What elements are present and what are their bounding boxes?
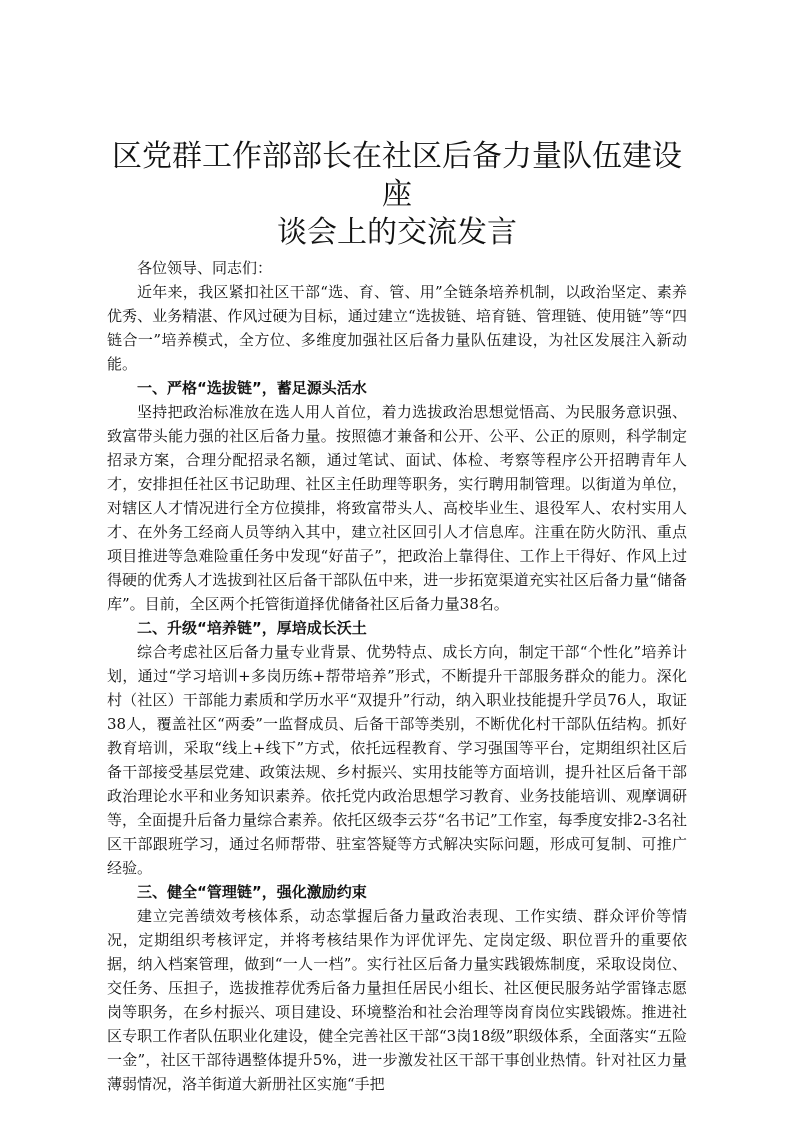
section-3-body: 建立完善绩效考核体系，动态掌握后备力量政治表现、工作实绩、群众评价等情况，定期组织考核评定，并将考核结果作为评优评先、定岗定级、职位晋升的重要依据，纳入档案管理，做到“一人一档”。实行社区后备力量实践锻炼制度，采取设岗位、交任务、压担子，选拔推荐优秀后备力量担任居民小组长、社区便民服务站学雷锋志愿岗等职务，在乡村振兴、项目建设、环境整治和社会治理等岗育岗位实践锻炼。推进社区专职工作者队伍职业化建设，健全完善社区干部“3岗18级”职级体系，全面落实“五险一金”，社区干部待遇整体提升5%，进一步激发社区干部干事创业热情。针对社区力量薄弱情况，洛羊街道大新册社区实施“手把 [107,907,687,1093]
document-page [107,138,687,1096]
intro-paragraph: 近年来，我区紧扣社区干部“选、育、管、用”全链条培养机制，以政治坚定、素养优秀、业务精湛、作风过硬为目标，通过建立“选拔链、培育链、管理链、使用链”等“四链合一”培养模式，全方位、多维度加强社区后备力量队伍建设，为社区发展注入新动能。 [107,283,687,373]
title-line-1: 区党群工作部部长在社区后备力量队伍建设座 [112,139,682,212]
section-2-body: 综合考虑社区后备力量专业背景、优势特点、成长方向，制定干部“个性化”培养计划，通过“学习培训+多岗历练+帮带培养”形式，不断提升干部服务群众的能力。深化村（社区）干部能力素质和学历水平“双提升”行动，纳入职业技能提升学员76人，取证38人，覆盖社区“两委”一监督成员、后备干部等类别，不断优化村干部队伍结构。抓好教育培训，采取“线上+线下”方式，依托远程教育、学习强国等平台，定期组织社区后备干部接受基层党建、政策法规、乡村振兴、实用技能等方面培训，提升社区后备干部政治理论水平和业务知识素养。依托党内政治思想学习教育、业务技能培训、观摩调研等，全面提升后备力量综合素养。依托区级李云芬“名书记”工作室，每季度安排2-3名社区干部跟班学习，通过名师帮带、驻室答疑等方式解决实际问题，形成可复制、可推广经验。 [107,643,687,877]
section-1-heading: 一、严格“选拔链”，蓄足源头活水 [137,379,367,397]
section-1-body: 坚持把政治标准放在选人用人首位，着力选拔政治思想觉悟高、为民服务意识强、致富带头能力强的社区后备力量。按照德才兼备和公开、公平、公正的原则，科学制定招录方案，合理分配招录名额，通过笔试、面试、体检、考察等程序公开招聘青年人才，安排担任社区书记助理、社区主任助理等职务，实行聘用制管理。以街道为单位，对辖区人才情况进行全方位摸排，将致富带头人、高校毕业生、退役军人、农村实用人才、在外务工经商人员等纳入其中，建立社区回引人才信息库。注重在防火防汛、重点项目推进等急难险重任务中发现“好苗子”，把政治上靠得住、工作上干得好、作风上过得硬的优秀人才选拔到社区后备干部队伍中来，进一步拓宽渠道充实社区后备力量“储备库”。目前，全区两个托管街道择优储备社区后备力量38名。 [107,403,687,613]
section-2-heading: 二、升级“培养链”，厚培成长沃土 [137,619,367,637]
section-3-heading: 三、健全“管理链”，强化激励约束 [137,883,367,901]
salutation: 各位领导、同志们： [137,259,273,277]
document-title [107,138,687,252]
title-line-2: 谈会上的交流发言 [277,215,517,250]
